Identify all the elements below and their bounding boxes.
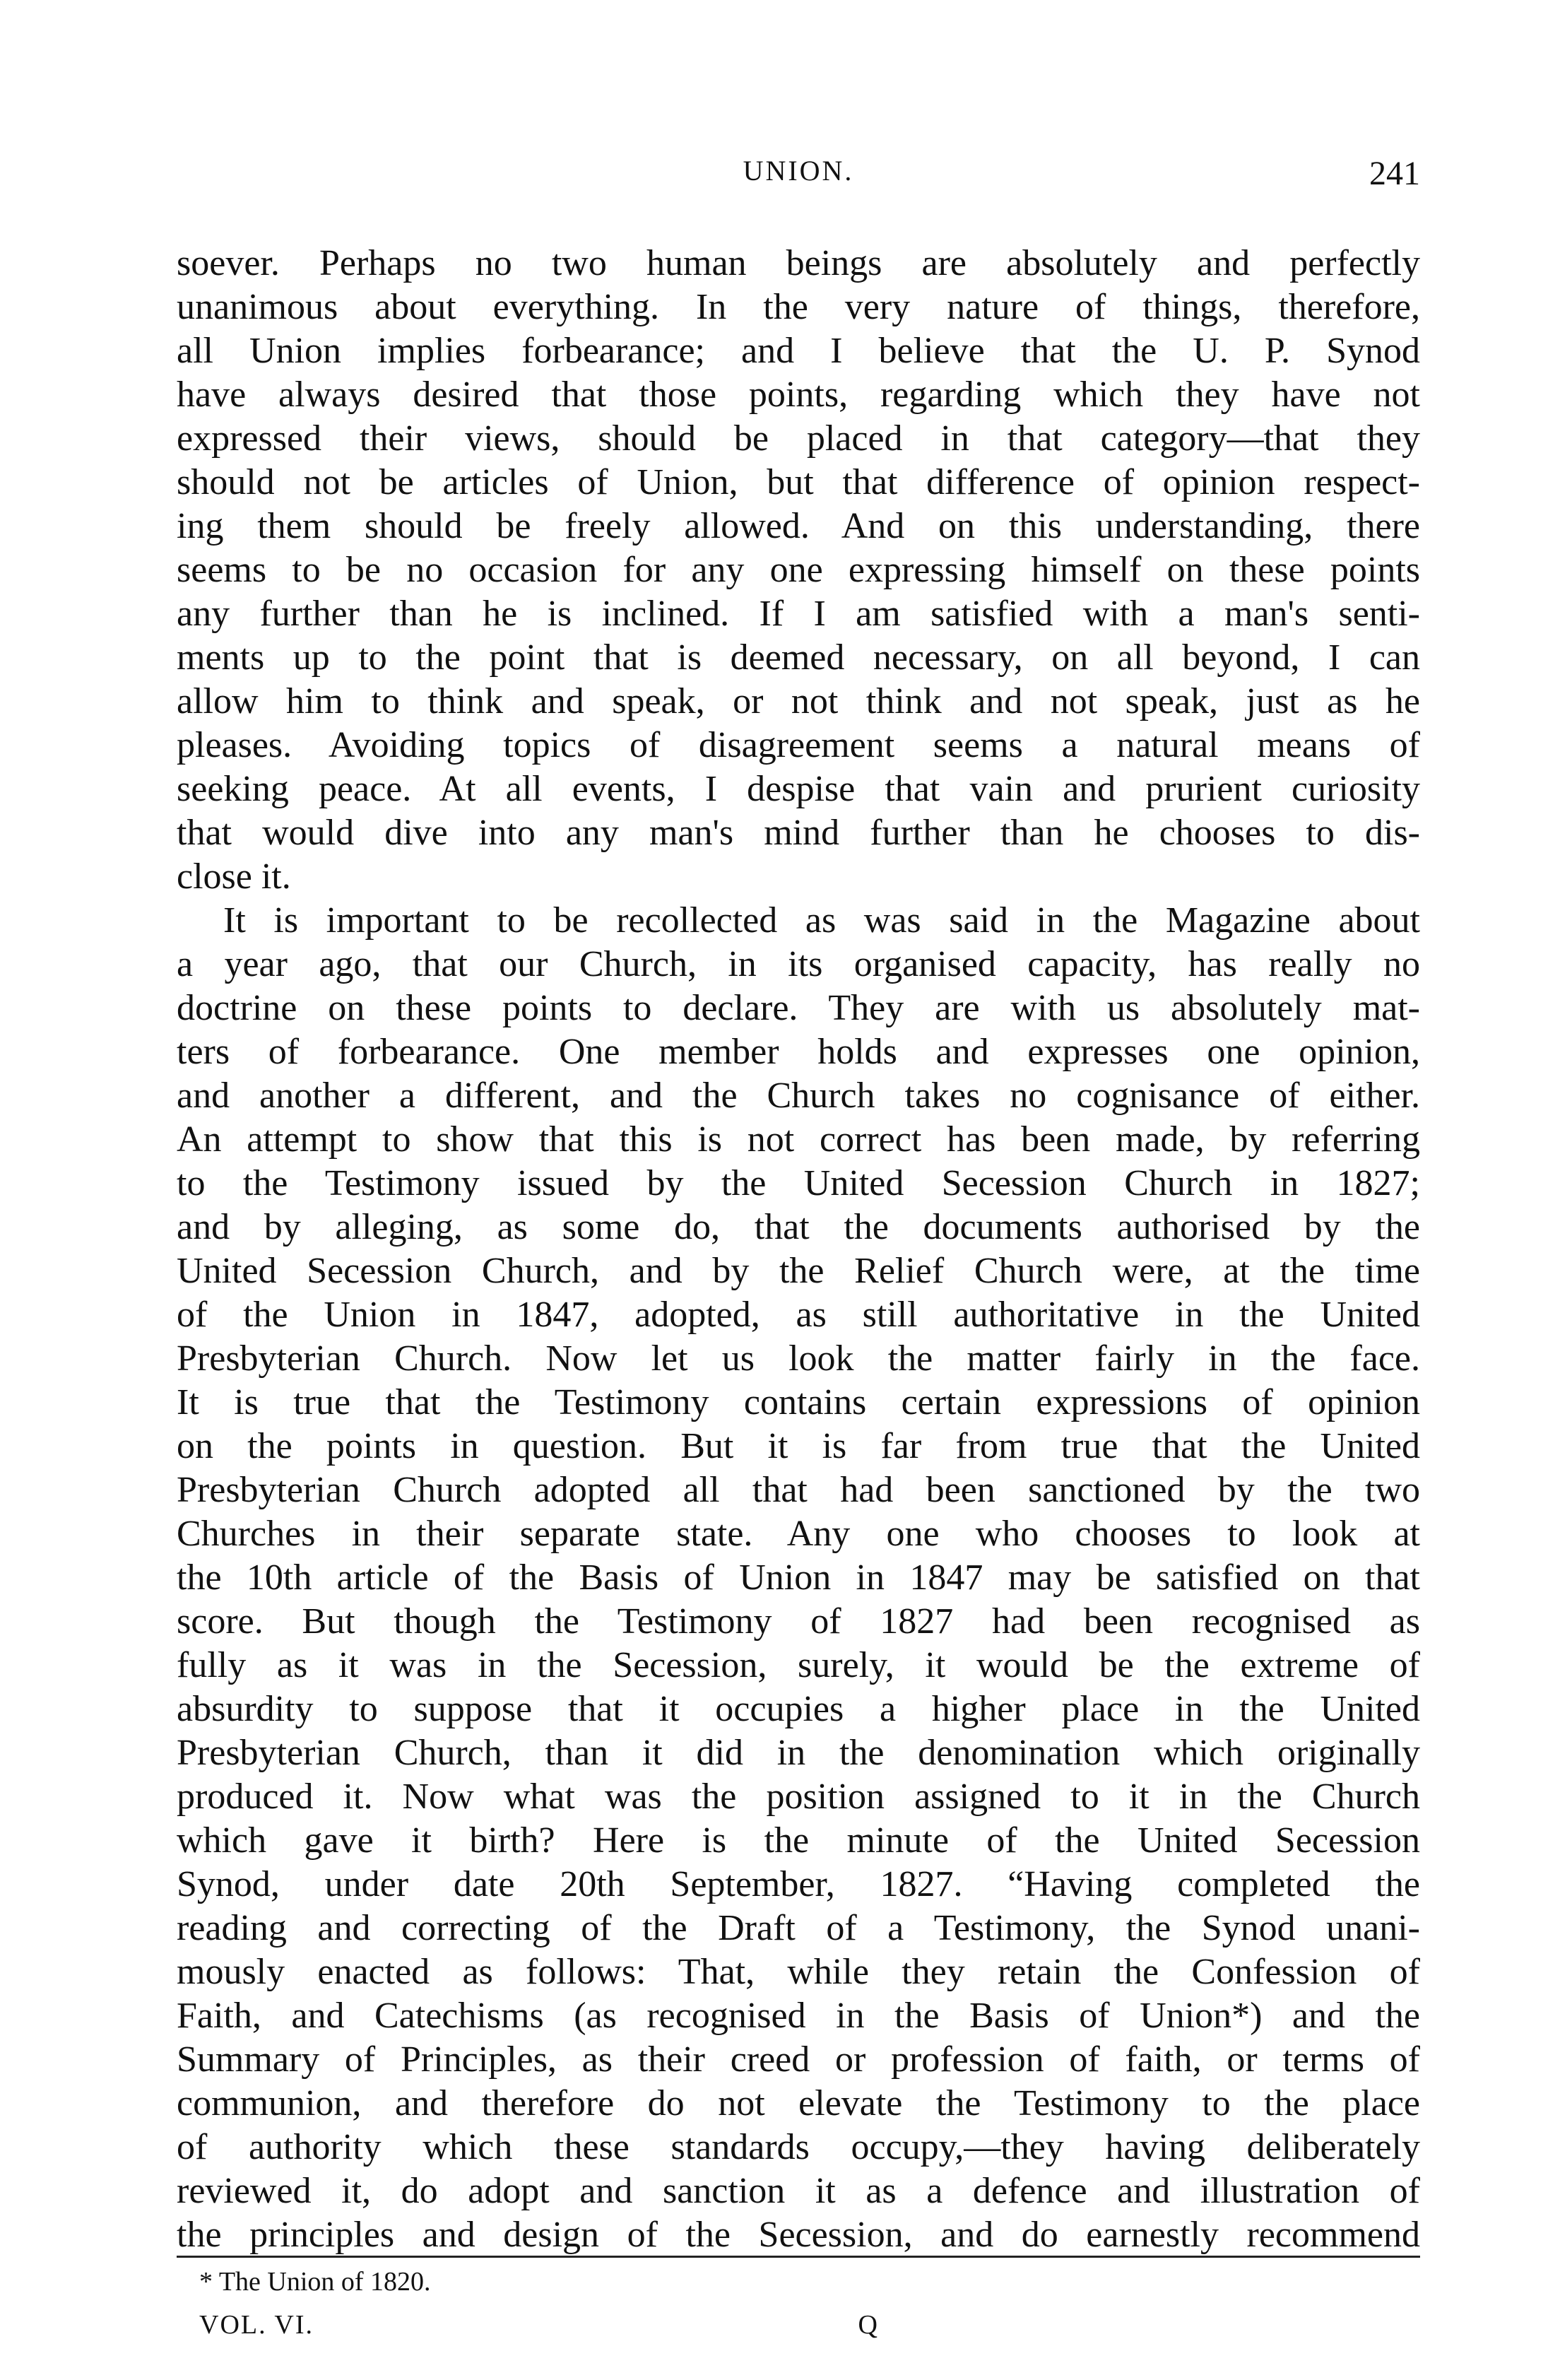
text-line: fully as it was in the Secession, surely, it would be the extreme of xyxy=(177,1645,1420,1685)
text-line: Presbyterian Church. Now let us look the matter fairly in the face. xyxy=(177,1338,1420,1379)
text-line: reading and correcting of the Draft of a Testimony, the Synod unani- xyxy=(177,1908,1420,1948)
text-line: Presbyterian Church adopted all that had been sanctioned by the two xyxy=(177,1470,1420,1510)
running-title: UNION. xyxy=(743,155,854,187)
footnote-rule xyxy=(177,2256,1420,2258)
text-line: ters of forbearance. One member holds and expresses one opinion, xyxy=(177,1032,1420,1072)
text-line: unanimous about everything. In the very nature of things, therefore, xyxy=(177,287,1420,327)
text-line: of authority which these standards occupy,—they having deliberately xyxy=(177,2127,1420,2167)
text-line: Synod, under date 20th September, 1827. “Having completed the xyxy=(177,1864,1420,1904)
text-line: Summary of Principles, as their creed or profession of faith, or terms of xyxy=(177,2039,1420,2080)
text-line: produced it. Now what was the position assigned to it in the Church xyxy=(177,1777,1420,1817)
text-line: have always desired that those points, regarding which they have not xyxy=(177,375,1420,415)
text-line: reviewed it, do adopt and sanction it as a defence and illustration of xyxy=(177,2171,1420,2211)
signature-mark: Q xyxy=(858,2310,878,2340)
text-line: allow him to think and speak, or not think and not speak, just as he xyxy=(177,681,1420,721)
text-line: of the Union in 1847, adopted, as still authoritative in the United xyxy=(177,1295,1420,1335)
text-line: soever. Perhaps no two human beings are absolutely and perfectly xyxy=(177,243,1420,283)
text-line: mously enacted as follows: That, while they retain the Confession of xyxy=(177,1952,1420,1992)
text-line: doctrine on these points to declare. They are with us absolutely mat- xyxy=(177,988,1420,1028)
text-line: It is true that the Testimony contains certain expressions of opinion xyxy=(177,1382,1420,1422)
volume-mark: VOL. VI. xyxy=(199,2310,314,2340)
paragraph-first-line: It is important to be recollected as was said in the Magazine about xyxy=(223,900,1420,941)
text-line: communion, and therefore do not elevate the Testimony to the place xyxy=(177,2083,1420,2123)
text-line: United Secession Church, and by the Relief Church were, at the time xyxy=(177,1251,1420,1291)
text-line: Churches in their separate state. Any one who chooses to look at xyxy=(177,1514,1420,1554)
text-line: all Union implies forbearance; and I believe that the U. P. Synod xyxy=(177,331,1420,371)
page-number: 241 xyxy=(1369,155,1420,192)
text-line: ments up to the point that is deemed necessary, on all beyond, I can xyxy=(177,637,1420,678)
text-line: on the points in question. But it is far from true that the United xyxy=(177,1426,1420,1466)
text-line: absurdity to suppose that it occupies a higher place in the United xyxy=(177,1689,1420,1729)
footnote: * The Union of 1820. xyxy=(199,2267,431,2297)
text-line: Presbyterian Church, than it did in the denomination which originally xyxy=(177,1733,1420,1773)
text-line: seems to be no occasion for any one expressing himself on these points xyxy=(177,550,1420,590)
text-line: should not be articles of Union, but that difference of opinion respect- xyxy=(177,462,1420,502)
signature-line xyxy=(199,2309,878,2345)
text-line: seeking peace. At all events, I despise that vain and prurient curiosity xyxy=(177,769,1420,809)
text-line: and by alleging, as some do, that the documents authorised by the xyxy=(177,1207,1420,1247)
text-line: score. But though the Testimony of 1827 had been recognised as xyxy=(177,1601,1420,1642)
text-line: pleases. Avoiding topics of disagreement seems a natural means of xyxy=(177,725,1420,765)
text-line: An attempt to show that this is not correct has been made, by referring xyxy=(177,1119,1420,1160)
text-line: to the Testimony issued by the United Secession Church in 1827; xyxy=(177,1163,1420,1203)
text-line: a year ago, that our Church, in its organised capacity, has really no xyxy=(177,944,1420,984)
text-line: close it. xyxy=(177,856,291,897)
text-line: the principles and design of the Secession, and do earnestly recommend xyxy=(177,2215,1420,2255)
text-line: and another a different, and the Church takes no cognisance of either. xyxy=(177,1076,1420,1116)
text-line: the 10th article of the Basis of Union in 1847 may be satisfied on that xyxy=(177,1557,1420,1598)
running-head xyxy=(177,154,1420,196)
text-line: expressed their views, should be placed in that category—that they xyxy=(177,418,1420,459)
text-line: which gave it birth? Here is the minute of the United Secession xyxy=(177,1820,1420,1861)
text-line: that would dive into any man's mind further than he chooses to dis- xyxy=(177,813,1420,853)
text-line: Faith, and Catechisms (as recognised in the Basis of Union*) and the xyxy=(177,1996,1420,2036)
text-line: any further than he is inclined. If I am satisfied with a man's senti- xyxy=(177,594,1420,634)
text-line: ing them should be freely allowed. And on this understanding, there xyxy=(177,506,1420,546)
body-text xyxy=(177,242,1420,2257)
